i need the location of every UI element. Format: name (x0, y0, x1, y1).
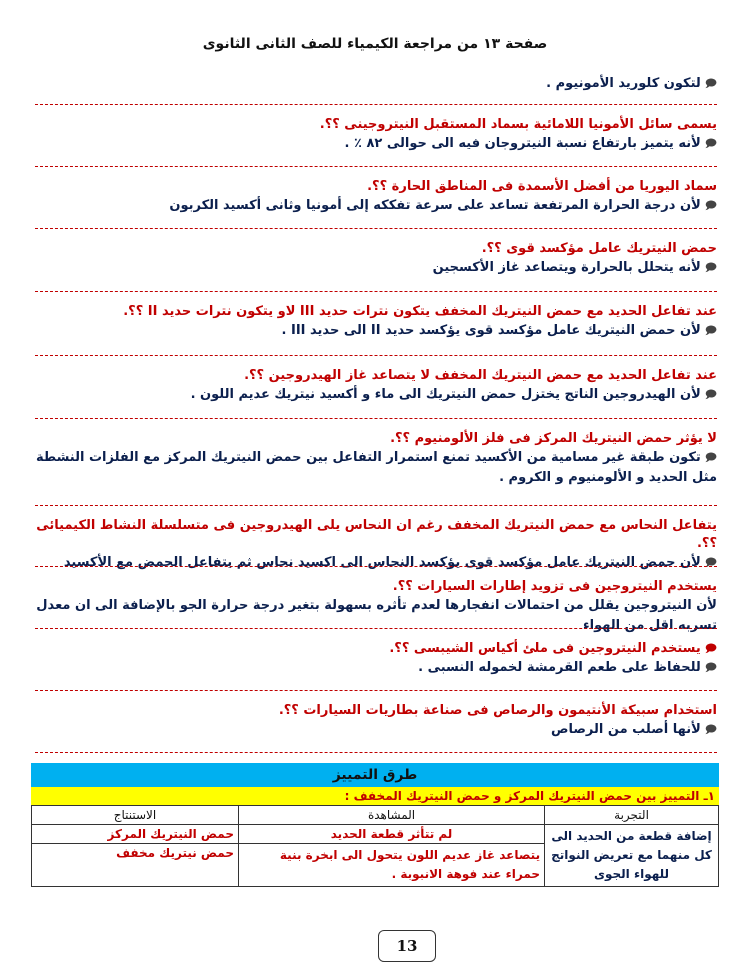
bullet-icon: 🗩 (704, 556, 717, 569)
section-title: طرق التمييز (31, 763, 719, 787)
dashed-divider (35, 418, 717, 419)
question: عند تفاعل الحديد مع حمض النيتريك المخفف يتكون نترات حديد III لاو يتكون نترات حديد II ؟؟. (123, 304, 717, 319)
qa-item (35, 367, 717, 405)
bullet-icon: 🗩 (704, 388, 717, 401)
page-number: 13 (378, 930, 436, 962)
qa-item (35, 116, 717, 154)
dashed-divider (35, 104, 717, 105)
bullet-icon: 🗩 (704, 723, 717, 736)
distinguish-section (31, 763, 719, 887)
answer-line: 🗩لأن الهيدروجين الناتج يختزل حمض النيتريك الى ماء و أكسيد نيتريك عديم اللون . (190, 387, 717, 402)
bullet-icon: 🗩 (704, 137, 717, 150)
question: يتفاعل النحاس مع حمض النيتريك المخفف رغم ان النحاس يلى الهيدروجين فى متسلسلة النشاط الكيميائى ؟؟. (36, 518, 717, 551)
distinguish-table (31, 805, 719, 887)
answer-line: 🗩لأنه يتحلل بالحرارة ويتصاعد غاز الأكسجين (432, 260, 717, 275)
table-row (32, 825, 719, 844)
header-conclusion: الاستنتاج (32, 806, 239, 825)
question: استخدام سبيكة الأنتيمون والرصاص فى صناعة بطاريات السيارات ؟؟. (278, 703, 717, 718)
dashed-divider (35, 690, 717, 691)
dashed-divider (35, 291, 717, 292)
bullet-icon: 🗩 (704, 199, 717, 212)
question: 🗩يستخدم النيتروجين فى ملئ أكياس الشيبسى ؟؟. (389, 641, 717, 656)
answer-line: لأن النيتروجين يقلل من احتمالات انفجارها لعدم تأثره بسهولة بتغير درجة حرارة الجو بالإضافة الى ان معدل تسربه اقل من الهواء (36, 598, 717, 633)
question: يسمى سائل الأمونيا اللامائية بسماد المستقبل النيتروجينى ؟؟. (319, 117, 717, 132)
qa-item (35, 240, 717, 278)
answer-line: 🗩لأن حمض النيتريك عامل مؤكسد قوى يؤكسد حديد II الى حديد III . (281, 323, 717, 338)
answer-line: 🗩لأن حمض النيتريك عامل مؤكسد قوى يؤكسد النحاس الى اكسيد نحاس ثم يتفاعل الحمض مع الأكسيد (63, 555, 717, 570)
observation-cell: لم تتأثر قطعة الحديد (238, 825, 544, 844)
section-subtitle: ١ـ التمييز بين حمض النيتريك المركز و حمض النيتريك المخفف : (31, 787, 719, 805)
qa-item (35, 178, 717, 216)
table-header-row (32, 806, 719, 825)
header-observation: المشاهدة (238, 806, 544, 825)
question: لا يؤثر حمض النيتريك المركز فى فلز الألومنيوم ؟؟. (390, 431, 717, 446)
dashed-divider (35, 505, 717, 506)
qa-item (35, 430, 717, 488)
question: حمض النيتريك عامل مؤكسد قوى ؟؟. (481, 241, 717, 256)
dashed-divider (35, 228, 717, 229)
conclusion-cell: حمض النيتريك المركز (32, 825, 239, 844)
answer-line: 🗩لأن درجة الحرارة المرتفعة تساعد على سرعة تفككه إلى أمونيا وثانى أكسيد الكربون (169, 198, 717, 213)
question: سماد اليوريا من أفضل الأسمدة فى المناطق الحارة ؟؟. (367, 179, 717, 194)
page-title: صفحة ١٣ من مراجعة الكيمياء للصف الثانى الثانوى (202, 36, 548, 52)
bullet-icon: 🗩 (704, 451, 717, 464)
dashed-divider (35, 628, 717, 629)
qa-item (35, 702, 717, 740)
header-experiment: التجربة (545, 806, 719, 825)
answer-block-0 (35, 74, 717, 94)
observation-cell: يتصاعد غاز عديم اللون يتحول الى ابخرة بنية حمراء عند فوهة الانبوبة . (238, 844, 544, 887)
dashed-divider (35, 166, 717, 167)
bullet-icon: 🗩 (704, 261, 717, 274)
conclusion-cell: حمض نيتريك مخفف (32, 844, 239, 887)
bullet-icon: 🗩 (704, 661, 717, 674)
answer-line: 🗩تكون طبقة غير مسامية من الأكسيد تمنع استمرار التفاعل بين حمض النيتريك المركز مع الفلزات النشطة مثل الحديد و الألومنيوم و الكروم . (36, 450, 717, 485)
experiment-cell: إضافة قطعة من الحديد الى كل منهما مع تعريض النواتج للهواء الجوى (545, 825, 719, 887)
answer-line: 🗩للحفاظ على طعم القرمشة لخموله النسبى . (418, 660, 717, 675)
answer-line: 🗩لأنه يتميز بارتفاع نسبة النيتروجان فيه الى حوالى ٨٢ ٪ . (344, 136, 717, 151)
dashed-divider (35, 566, 717, 567)
bullet-icon: 🗩 (704, 642, 717, 655)
dashed-divider (35, 752, 717, 753)
qa-item (35, 303, 717, 341)
question: يستخدم النيتروجين فى تزويد إطارات السيارات ؟؟. (392, 579, 717, 594)
dashed-divider (35, 355, 717, 356)
answer-line: 🗩لأنها أصلب من الرصاص (550, 722, 717, 737)
qa-item (35, 517, 717, 573)
answer-line: 🗩لتكون كلوريد الأمونيوم . (546, 76, 717, 91)
bullet-icon: 🗩 (704, 324, 717, 337)
question: عند تفاعل الحديد مع حمض النيتريك المخفف لا يتصاعد غاز الهيدروجين ؟؟. (244, 368, 717, 383)
qa-item (35, 640, 717, 678)
bullet-icon: 🗩 (704, 77, 717, 90)
